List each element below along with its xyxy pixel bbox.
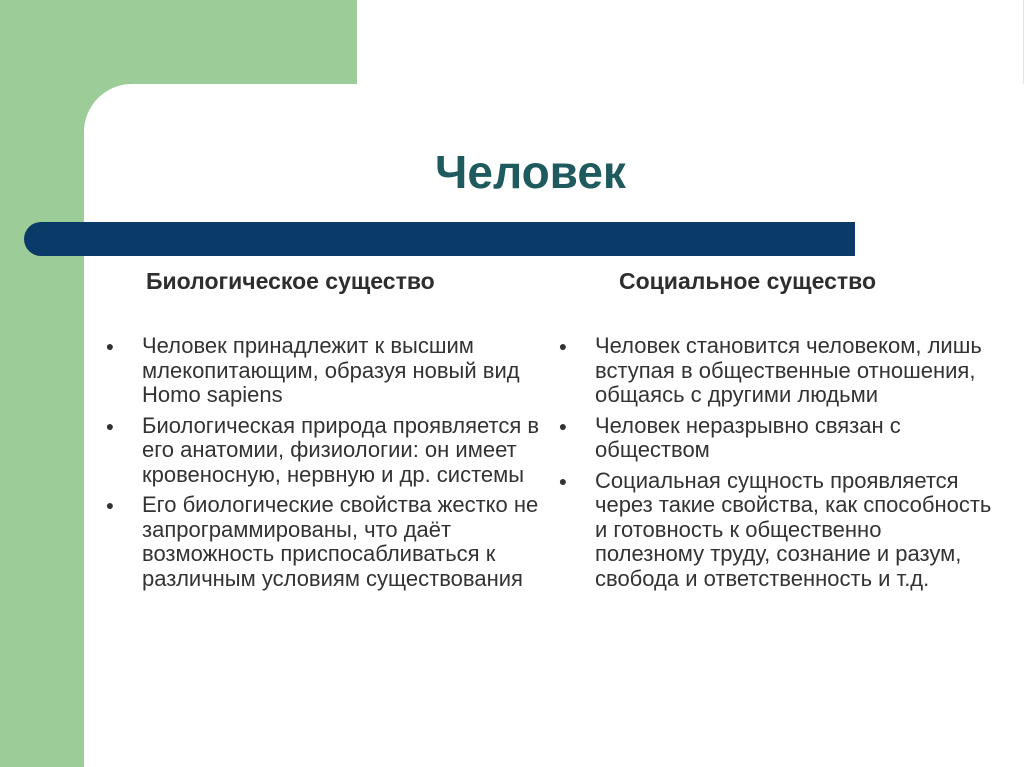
list-item-text: Социальная сущность проявляется через такие свойства, как способность и готовность к общественно полезному труду, сознание и разум, свобода и ответственность и т.д. (595, 467, 992, 591)
bullet-icon: ● (105, 497, 115, 513)
bullet-icon: ● (558, 338, 568, 354)
biological-list (100, 334, 540, 597)
list-item-text: Его биологические свойства жестко не запрограммированы, что даёт возможность приспосабливаться к различным условиям существования (142, 492, 539, 591)
list-item (100, 334, 540, 408)
list-item-text: Человек неразрывно связан с обществом (595, 412, 901, 462)
list-item (553, 469, 993, 592)
title-underline-bar (24, 222, 855, 256)
list-item (553, 334, 993, 408)
list-item-text: Биологическая природа проявляется в его анатомии, физиологии: он имеет кровеносную, нервную и др. системы (142, 412, 540, 487)
list-item (553, 414, 993, 463)
list-item (100, 414, 540, 488)
list-item-text: Человек становится человеком, лишь вступая в общественные отношения, общаясь с другими людьми (595, 333, 982, 407)
social-list (553, 334, 993, 597)
column-heading-social: Социальное существо (619, 268, 877, 294)
bullet-icon: ● (105, 338, 115, 354)
list-item-text: Человек принадлежит к высшим млекопитающим, образуя новый вид Homo sapiens (142, 333, 520, 407)
bullet-icon: ● (558, 417, 568, 434)
bullet-icon: ● (558, 472, 568, 489)
slide-title: Человек (435, 146, 626, 198)
column-heading-biological: Биологическое существо (146, 268, 435, 294)
bullet-icon: ● (105, 417, 115, 434)
list-item (100, 493, 540, 591)
